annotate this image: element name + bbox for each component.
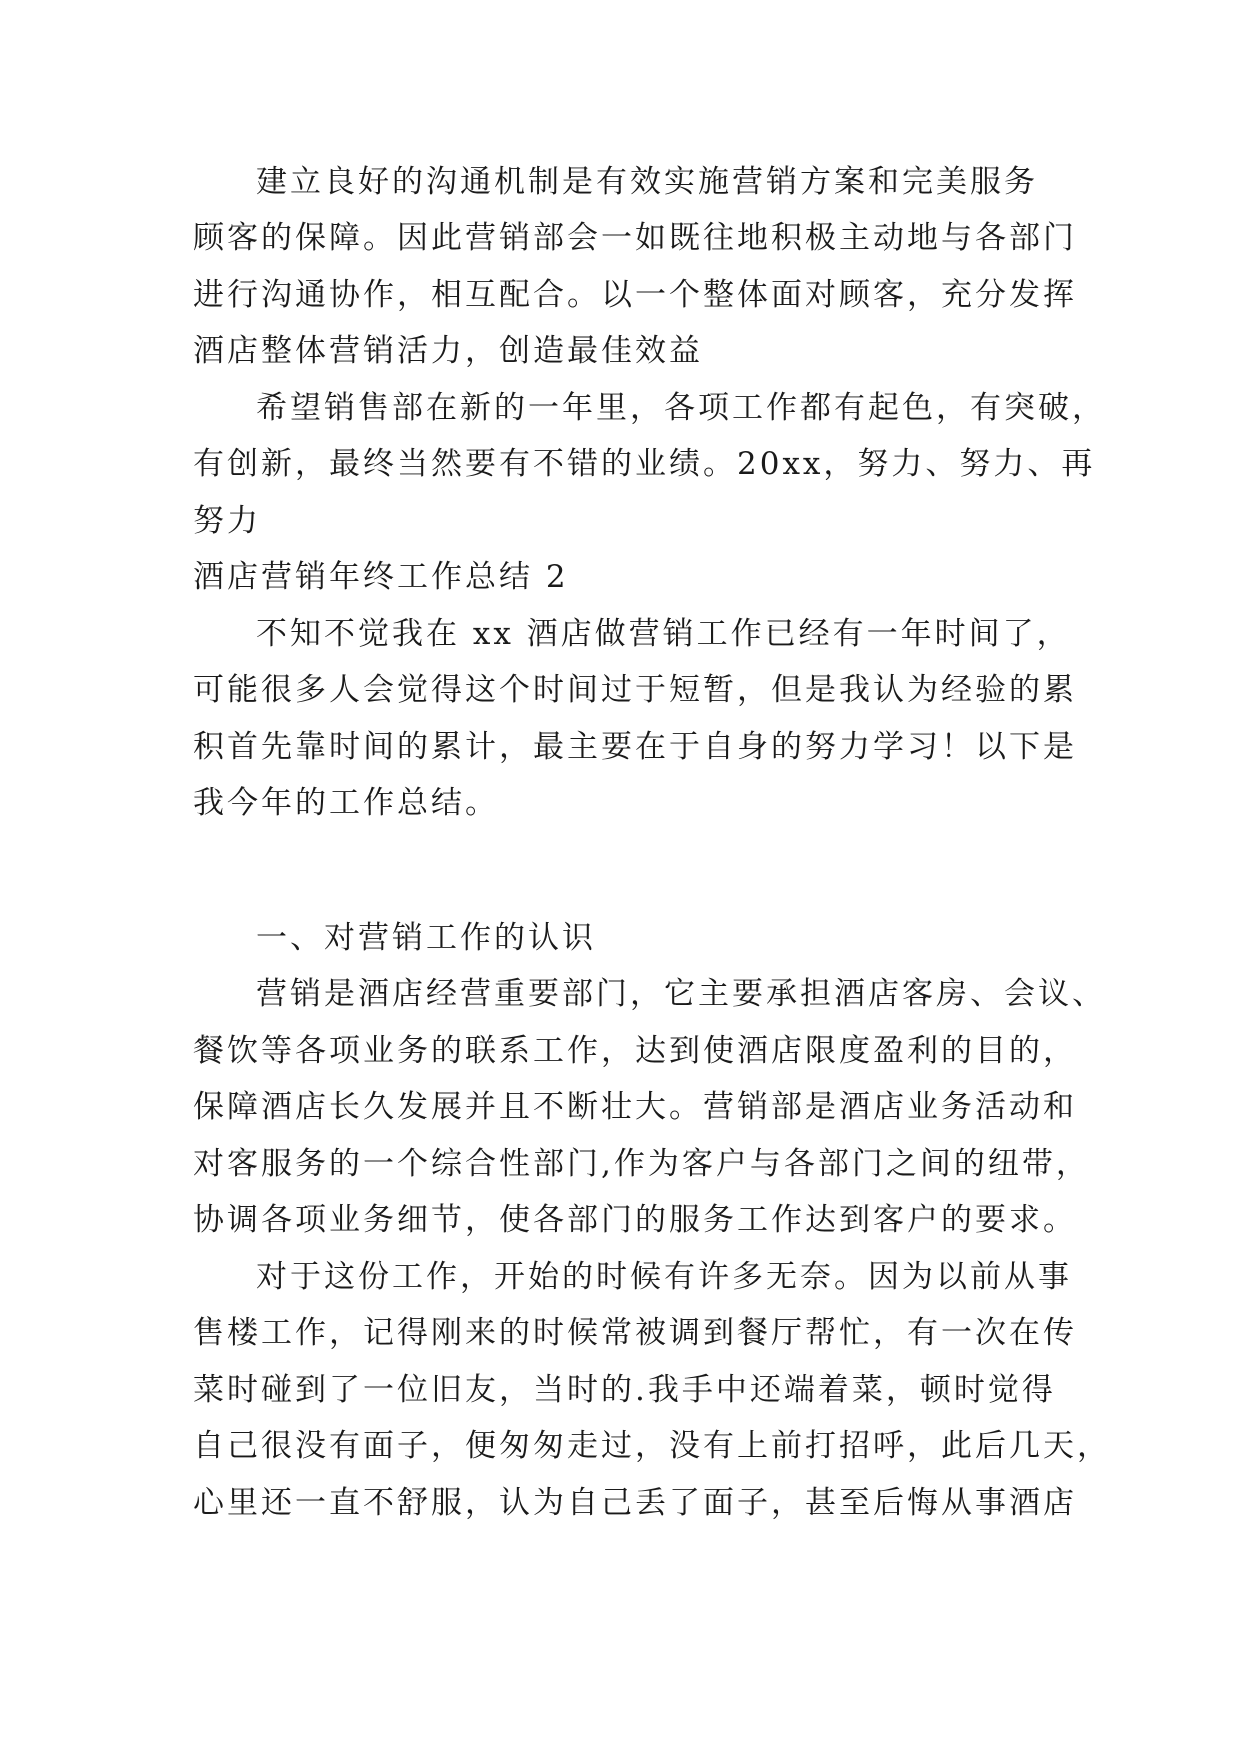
section-title: 酒店营销年终工作总结 2 bbox=[193, 559, 569, 595]
paragraph-line: 心里还一直不舒服，认为自己丢了面子，甚至后悔从事酒店 bbox=[193, 1485, 1077, 1521]
paragraph-line: 对于这份工作，开始的时候有许多无奈。因为以前从事 bbox=[256, 1259, 1072, 1295]
paragraph-line: 努力 bbox=[193, 503, 261, 539]
paragraph-line: 顾客的保障。因此营销部会一如既往地积极主动地与各部门 bbox=[193, 220, 1077, 256]
paragraph-line: 营销是酒店经营重要部门，它主要承担酒店客房、会议、 bbox=[256, 976, 1106, 1012]
paragraph-line: 自己很没有面子，便匆匆走过，没有上前打招呼，此后几天， bbox=[193, 1428, 1111, 1464]
paragraph-line: 有创新，最终当然要有不错的业绩。20xx，努力、努力、再 bbox=[193, 446, 1096, 482]
paragraph-line: 我今年的工作总结。 bbox=[193, 785, 499, 821]
paragraph-line: 菜时碰到了一位旧友，当时的.我手中还端着菜，顿时觉得 bbox=[193, 1372, 1056, 1408]
paragraph-line: 进行沟通协作，相互配合。以一个整体面对顾客，充分发挥 bbox=[193, 277, 1077, 313]
paragraph-line: 对客服务的一个综合性部门,作为客户与各部门之间的纽带， bbox=[193, 1146, 1090, 1182]
paragraph-line: 可能很多人会觉得这个时间过于短暂，但是我认为经验的累 bbox=[193, 672, 1077, 708]
paragraph-line: 不知不觉我在 xx 酒店做营销工作已经有一年时间了， bbox=[256, 616, 1071, 652]
paragraph-line: 餐饮等各项业务的联系工作，达到使酒店限度盈利的目的， bbox=[193, 1033, 1077, 1069]
paragraph-line: 积首先靠时间的累计，最主要在于自身的努力学习！以下是 bbox=[193, 729, 1077, 765]
subsection-heading: 一、对营销工作的认识 bbox=[256, 920, 596, 956]
paragraph-line: 售楼工作，记得刚来的时候常被调到餐厅帮忙，有一次在传 bbox=[193, 1315, 1077, 1351]
paragraph-line: 协调各项业务细节，使各部门的服务工作达到客户的要求。 bbox=[193, 1202, 1077, 1238]
paragraph-line: 建立良好的沟通机制是有效实施营销方案和完美服务 bbox=[256, 164, 1038, 200]
paragraph-line: 希望销售部在新的一年里，各项工作都有起色，有突破， bbox=[256, 390, 1106, 426]
paragraph-line: 保障酒店长久发展并且不断壮大。营销部是酒店业务活动和 bbox=[193, 1089, 1077, 1125]
paragraph-line: 酒店整体营销活力，创造最佳效益 bbox=[193, 333, 703, 369]
